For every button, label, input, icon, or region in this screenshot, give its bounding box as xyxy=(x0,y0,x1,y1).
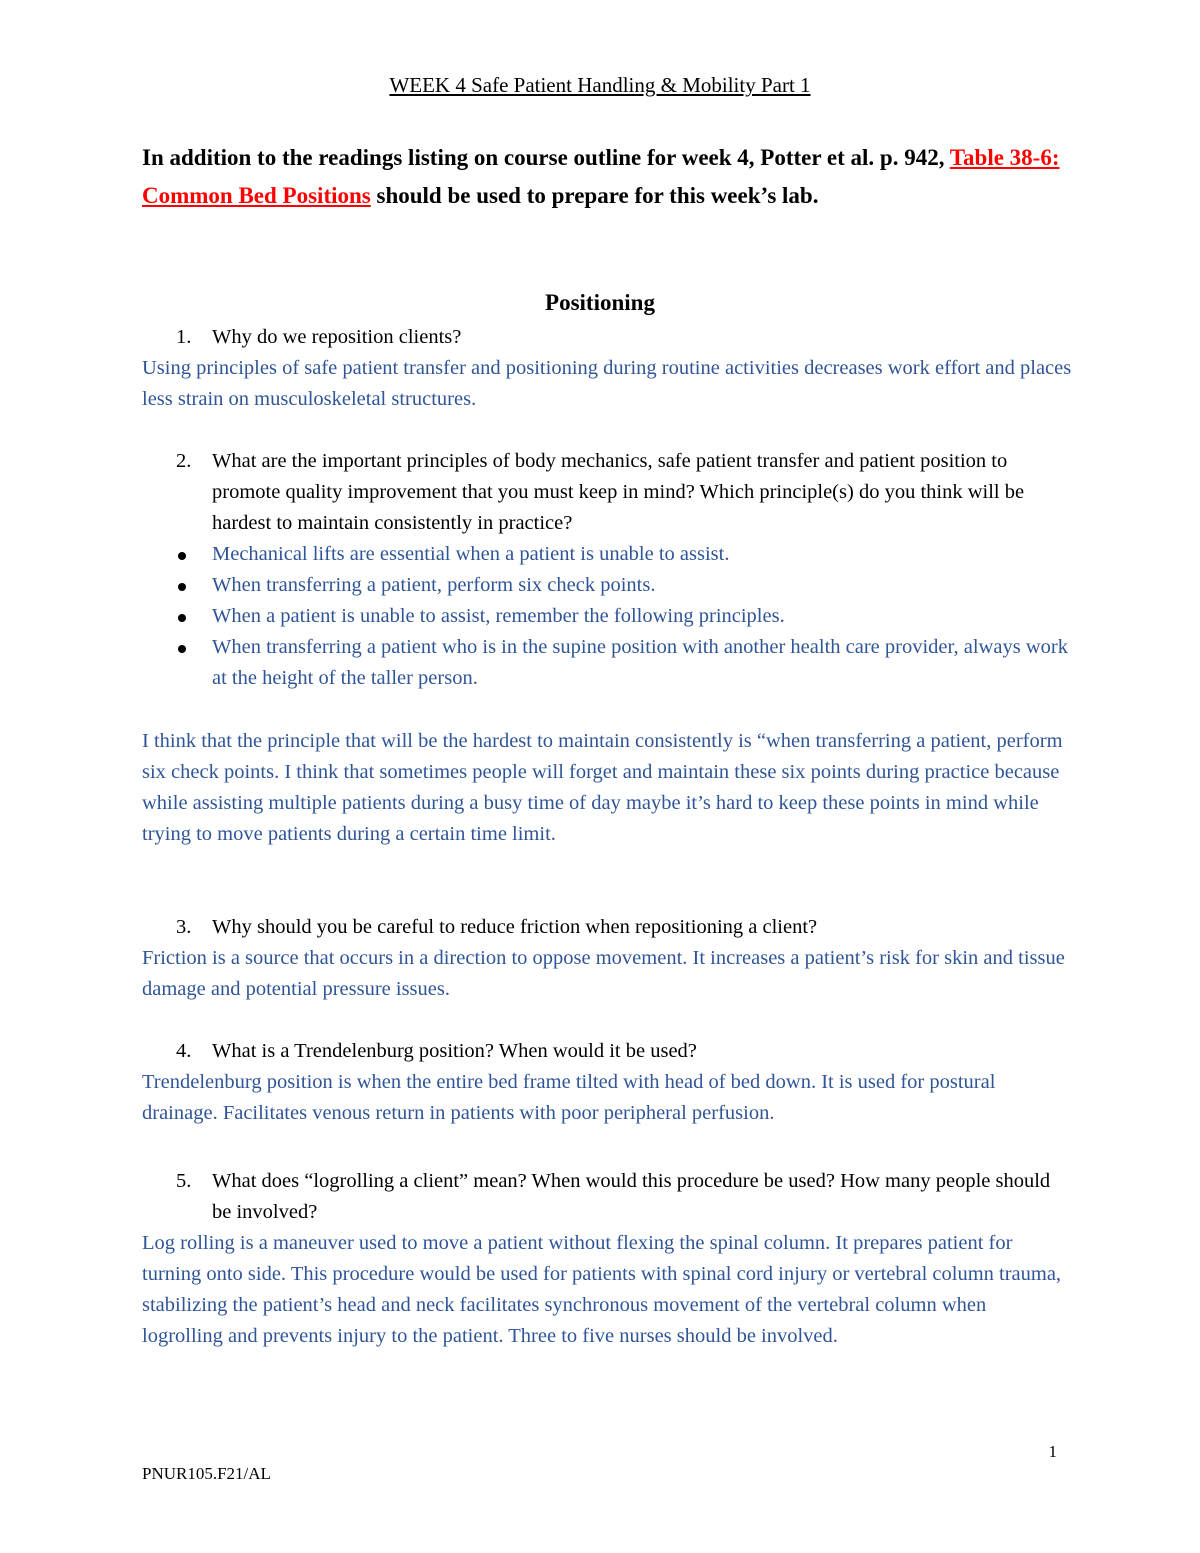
question-4 xyxy=(142,1036,1072,1067)
question-text: What are the important principles of body mechanics, safe patient transfer and patient position to promote quality improvement that you must keep in mind? Which principle(s) do you think will be hardest to maintain consistently in practice? xyxy=(212,450,1025,534)
footer-course-code: PNUR105.F21/AL xyxy=(142,1464,271,1483)
question-1 xyxy=(142,322,1072,353)
answer-2: I think that the principle that will be the hardest to maintain consistently is “when transferring a patient, perform six check points. I think that sometimes people will forget and maintain these six points during practice because while assisting multiple patients during a busy time of day maybe it’s hard to keep these points in mind while trying to move patients during a certain time limit. xyxy=(142,730,1063,845)
answer-1: Using principles of safe patient transfer and positioning during routine activities decreases work effort and places less strain on musculoskeletal structures. xyxy=(142,357,1072,410)
principles-list xyxy=(142,539,1072,694)
intro-paragraph xyxy=(142,139,1072,215)
list-item xyxy=(142,570,1072,601)
question-number: 5. xyxy=(176,1170,192,1192)
answer-4: Trendelenburg position is when the entire bed frame tilted with head of bed down. It is used for postural drainage. Facilitates venous return in patients with poor peripheral perfusion. xyxy=(142,1071,996,1124)
question-3 xyxy=(142,912,1072,943)
question-text: Why should you be careful to reduce friction when repositioning a client? xyxy=(212,916,818,938)
bullet-icon xyxy=(178,614,186,622)
question-number: 2. xyxy=(176,450,192,472)
question-2 xyxy=(142,446,1072,539)
intro-text-after: should be used to prepare for this week’s lab. xyxy=(370,183,819,208)
intro-text-before: In addition to the readings listing on course outline for week 4, Potter et al. p. 942, xyxy=(142,145,950,170)
question-text: What does “logrolling a client” mean? When would this procedure be used? How many people should be involved? xyxy=(212,1170,1051,1223)
section-heading: Positioning xyxy=(545,290,655,315)
answer-5: Log rolling is a maneuver used to move a patient without flexing the spinal column. It prepares patient for turning onto side. This procedure would be used for patients with spinal cord injury or vertebral column trauma, stabilizing the patient’s head and neck facilitates synchronous movement of the vertebral column when logrolling and prevents injury to the patient. Three to five nurses should be involved. xyxy=(142,1232,1062,1347)
list-item xyxy=(142,601,1072,632)
document-title: WEEK 4 Safe Patient Handling & Mobility Part 1 xyxy=(389,73,811,97)
bullet-icon xyxy=(178,645,186,653)
question-number: 3. xyxy=(176,916,192,938)
question-number: 4. xyxy=(176,1040,192,1062)
list-item-text: When a patient is unable to assist, remember the following principles. xyxy=(212,605,785,627)
list-item-text: When transferring a patient who is in the supine position with another health care provider, always work at the height of the taller person. xyxy=(212,636,1068,689)
list-item-text: When transferring a patient, perform six check points. xyxy=(212,574,656,596)
list-item xyxy=(142,632,1072,694)
question-number: 1. xyxy=(176,326,192,348)
table-reference-link[interactable]: Table 38-6: Common Bed Positions xyxy=(142,145,1060,208)
list-item-text: Mechanical lifts are essential when a patient is unable to assist. xyxy=(212,543,730,565)
page-number: 1 xyxy=(1048,1442,1057,1461)
answer-3: Friction is a source that occurs in a direction to oppose movement. It increases a patient’s risk for skin and tissue damage and potential pressure issues. xyxy=(142,947,1065,1000)
bullet-icon xyxy=(178,583,186,591)
bullet-icon xyxy=(178,552,186,560)
list-item xyxy=(142,539,1072,570)
question-5 xyxy=(142,1166,1072,1228)
question-text: Why do we reposition clients? xyxy=(212,326,462,348)
question-text: What is a Trendelenburg position? When would it be used? xyxy=(212,1040,697,1062)
